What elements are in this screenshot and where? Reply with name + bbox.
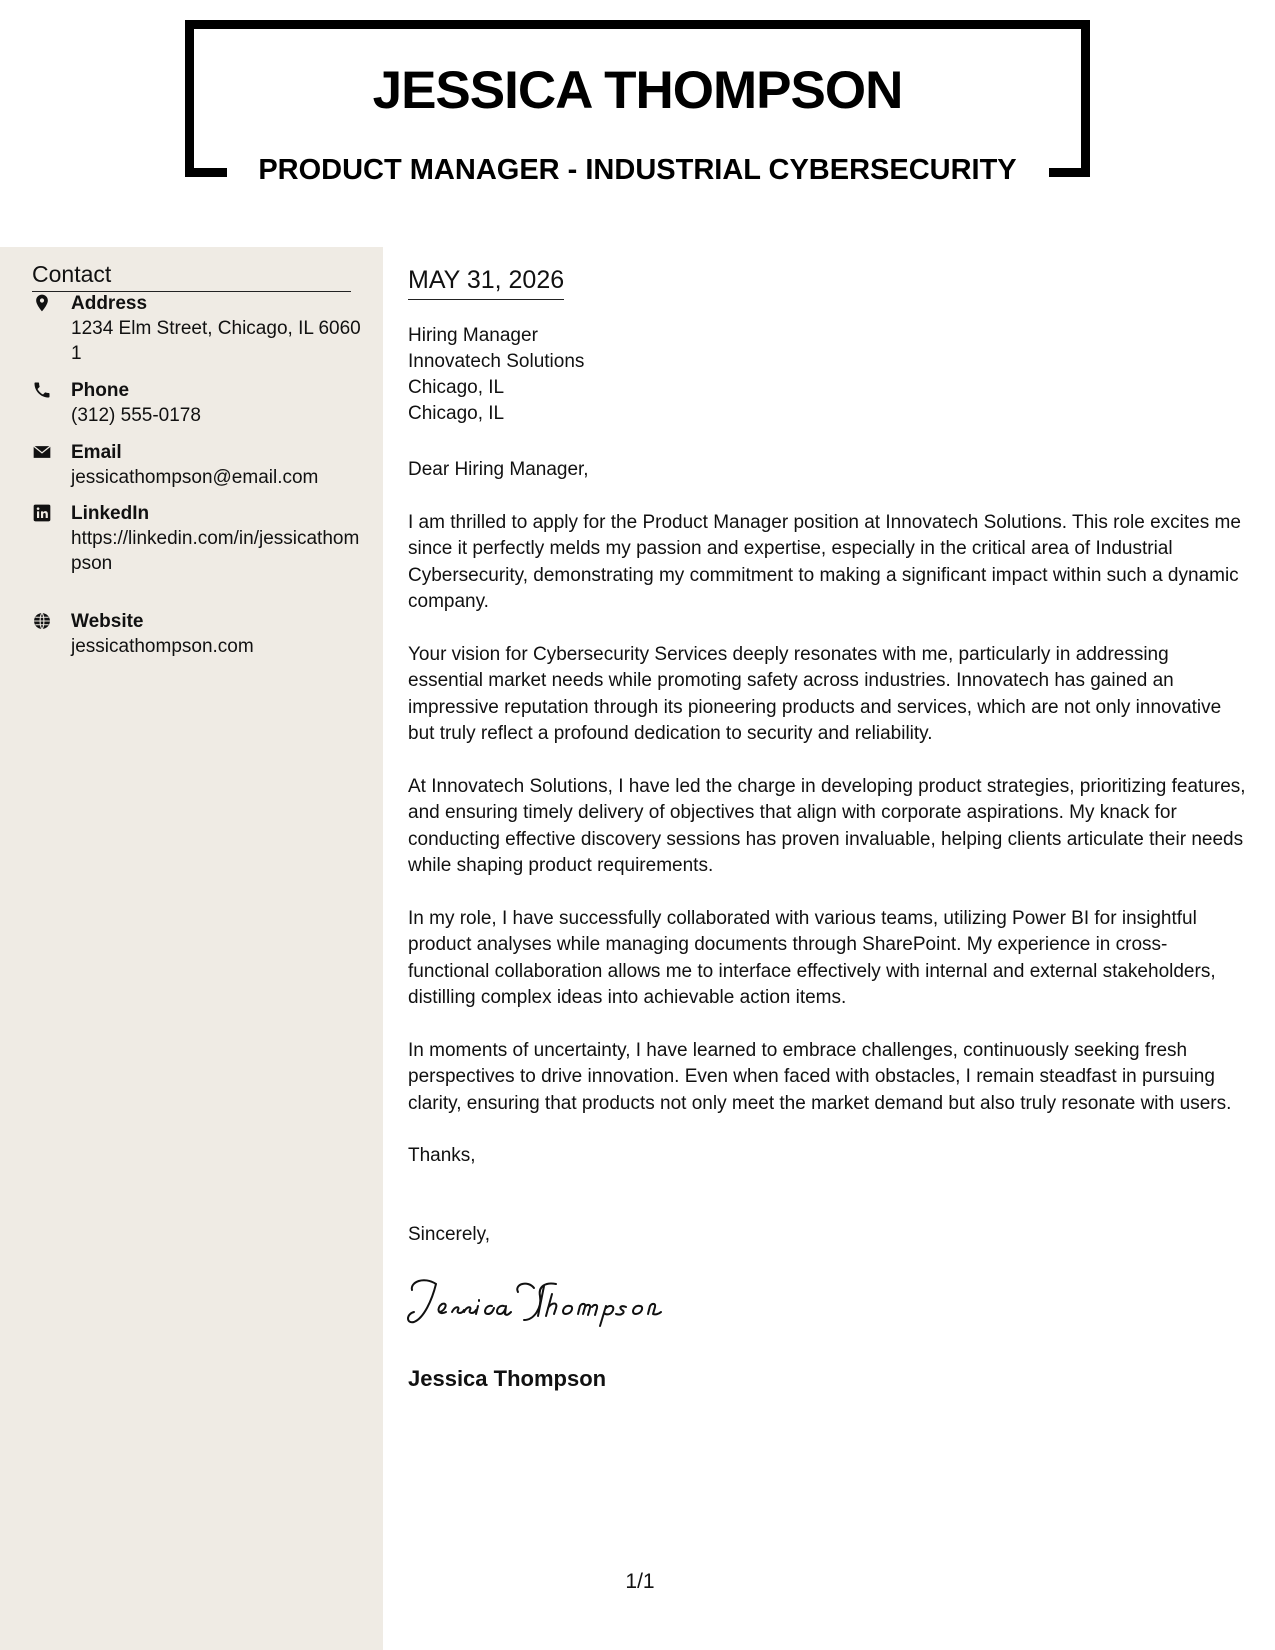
- thanks-line: Thanks,: [408, 1145, 476, 1166]
- website-label: Website: [71, 611, 144, 632]
- signed-name: Jessica Thompson: [408, 1366, 607, 1391]
- recipient-line: Chicago, IL: [408, 403, 505, 424]
- body-paragraph: At Innovatech Solutions, I have led the charge in developing product strategies, prioritizing features, and ensuring timely delivery of objectives that align with corporate aspirations. My knack for conducting effective discovery sessions has proven invaluable, helping clients articulate their needs while shaping product requirements.: [408, 775, 1246, 876]
- address-label: Address: [71, 293, 148, 314]
- email-value[interactable]: jessicathompson@email.com: [71, 467, 319, 488]
- frame-top-bar: [185, 20, 1090, 29]
- contact-heading: Contact: [32, 261, 351, 292]
- recipient-line: Chicago, IL: [408, 377, 505, 398]
- envelope-icon: [32, 442, 54, 464]
- applicant-name: JESSICA THOMPSON: [372, 61, 903, 120]
- body-paragraph: I am thrilled to apply for the Product Manager position at Innovatech Solutions. This role excites me since it perfectly melds my passion and expertise, especially in the critical area of Industrial Cybersecurity, demonstrating my commitment to making a significant impact within such a dynamic company.: [408, 511, 1241, 612]
- phone-label: Phone: [71, 380, 130, 401]
- frame-left-bar: [185, 20, 194, 176]
- website-value[interactable]: jessicathompson.com: [71, 636, 254, 657]
- map-pin-icon: [32, 293, 54, 315]
- email-label: Email: [71, 442, 122, 463]
- linkedin-icon: [32, 503, 54, 525]
- contact-sidebar: [0, 247, 383, 1650]
- recipient-block: [408, 323, 584, 427]
- letter-date: MAY 31, 2026: [408, 266, 564, 300]
- recipient-line: Hiring Manager: [408, 325, 538, 346]
- letter-body: [408, 457, 1248, 1196]
- job-title: PRODUCT MANAGER - INDUSTRIAL CYBERSECURITY: [258, 154, 1017, 186]
- greeting: Dear Hiring Manager,: [408, 459, 589, 480]
- page-number: 1/1: [625, 1570, 655, 1593]
- recipient-line: Innovatech Solutions: [408, 351, 585, 372]
- handwritten-signature: [406, 1272, 678, 1330]
- body-paragraph: In my role, I have successfully collaborated with various teams, utilizing Power BI for insightful product analyses while managing documents through SharePoint. My experience in cross-functional collaboration allows me to interface effectively with internal and external stakeholders, distilling complex ideas into achievable action items.: [408, 907, 1216, 1008]
- sincerely-line: Sincerely,: [408, 1224, 491, 1245]
- address-value: 1234 Elm Street, Chicago, IL 60601: [71, 318, 361, 364]
- phone-icon: [32, 380, 54, 402]
- linkedin-value[interactable]: https://linkedin.com/in/jessicathompson: [71, 528, 360, 574]
- frame-right-bar: [1081, 20, 1090, 176]
- linkedin-label: LinkedIn: [71, 503, 150, 524]
- body-paragraph: Your vision for Cybersecurity Services deeply resonates with me, particularly in addressing essential market needs while promoting safety across industries. Innovatech has gained an impressive reputation through its pioneering products and services, which are not only innovative but truly reflect a profound dedication to security and reliability.: [408, 643, 1222, 744]
- phone-value: (312) 555-0178: [71, 405, 201, 426]
- body-paragraph: In moments of uncertainty, I have learned to embrace challenges, continuously seeking fresh perspectives to drive innovation. Even when faced with obstacles, I remain steadfast in pursuing clarity, ensuring that products not only meet the market demand but also truly resonate with users.: [408, 1039, 1232, 1114]
- globe-icon: [32, 611, 54, 633]
